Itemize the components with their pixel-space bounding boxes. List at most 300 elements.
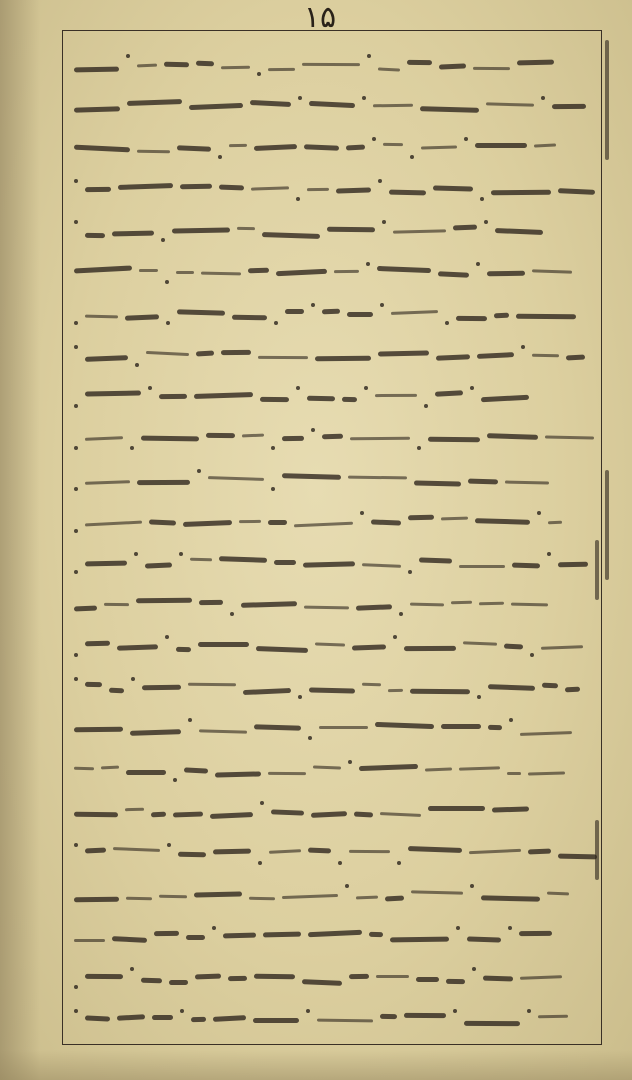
ink-word (347, 311, 373, 316)
ink-dot (393, 635, 397, 639)
ink-word (520, 975, 562, 980)
ink-word (85, 436, 123, 441)
manuscript-line (70, 44, 600, 86)
ink-word (213, 1015, 246, 1022)
ink-word (350, 437, 410, 440)
ink-word (459, 565, 505, 568)
ink-word (511, 603, 548, 607)
manuscript-line (70, 501, 600, 543)
ink-word (408, 846, 462, 853)
ink-word (186, 935, 205, 940)
ink-word (169, 979, 188, 984)
ink-word (74, 606, 97, 612)
ink-dot (311, 303, 315, 307)
ink-word (425, 768, 452, 772)
ink-dot (165, 635, 169, 639)
ink-word (541, 645, 583, 650)
ink-word (404, 1013, 446, 1018)
ink-word (127, 99, 182, 106)
ink-word (130, 729, 181, 736)
ink-word (198, 641, 249, 646)
manuscript-line (70, 376, 600, 418)
ink-word (85, 480, 130, 485)
ink-word (492, 806, 529, 812)
ink-word (263, 932, 301, 938)
ink-word (221, 65, 250, 68)
ink-dot (456, 926, 460, 930)
ink-dot (274, 321, 278, 325)
ink-word (308, 930, 362, 938)
ink-word (159, 894, 187, 898)
ink-word (254, 144, 297, 151)
ink-word (196, 60, 214, 66)
ink-word (438, 271, 469, 277)
page-number: ١۵ (303, 0, 337, 35)
ink-dot (148, 386, 152, 390)
ink-word (228, 975, 247, 980)
ink-dot (298, 695, 302, 699)
ink-word (178, 852, 206, 857)
ink-dot (298, 96, 302, 100)
manuscript-line (70, 916, 600, 958)
ink-word (159, 393, 187, 398)
ink-word (177, 145, 211, 151)
ink-word (475, 518, 530, 525)
ink-word (411, 890, 463, 894)
manuscript-line (70, 86, 600, 128)
ink-word (309, 101, 355, 108)
ink-word (362, 683, 381, 687)
ink-word (456, 315, 487, 320)
ink-word (369, 932, 383, 937)
ink-word (334, 270, 359, 273)
manuscript-line (70, 750, 600, 792)
ink-word (416, 976, 439, 981)
ink-word (151, 811, 166, 817)
ink-word (356, 604, 392, 610)
ink-word (271, 809, 304, 815)
ink-dot (212, 926, 216, 930)
ink-word (74, 106, 120, 112)
ink-word (464, 1021, 520, 1026)
ink-word (467, 936, 501, 942)
ink-word (125, 314, 159, 320)
ink-word (173, 811, 203, 817)
ink-dot (345, 884, 349, 888)
manuscript-line (70, 667, 600, 709)
ink-word (109, 688, 124, 694)
ink-word (407, 59, 432, 64)
ink-dot (472, 967, 476, 971)
ink-word (378, 350, 429, 356)
ink-dot (397, 861, 401, 865)
ink-word (520, 731, 572, 736)
manuscript-line (70, 418, 600, 460)
ink-word (327, 226, 375, 232)
manuscript-line (70, 169, 600, 211)
ink-word (201, 272, 241, 276)
right-margin-gloss (590, 540, 604, 600)
ink-word (208, 476, 264, 481)
ink-word (85, 232, 105, 237)
ink-word (303, 561, 355, 567)
ink-word (410, 689, 470, 695)
ink-dot (130, 446, 134, 450)
ink-dot (521, 345, 525, 349)
ink-dot (296, 386, 300, 390)
ink-word (477, 352, 514, 359)
ink-dot (360, 511, 364, 515)
manuscript-line (70, 335, 600, 377)
ink-dot (508, 926, 512, 930)
ink-word (459, 766, 500, 770)
ink-word (512, 562, 540, 568)
ink-word (250, 100, 291, 107)
ink-dot (308, 736, 312, 740)
ink-word (251, 186, 289, 190)
ink-word (206, 433, 235, 438)
manuscript-line (70, 293, 600, 335)
ink-word (104, 603, 129, 606)
ink-word (118, 183, 173, 190)
ink-word (441, 517, 468, 521)
ink-word (302, 62, 360, 65)
ink-word (547, 891, 569, 895)
ink-word (404, 645, 456, 650)
handwritten-text-block (70, 44, 600, 1044)
ink-word (376, 974, 409, 977)
ink-word (373, 104, 413, 108)
ink-word (74, 811, 118, 817)
ink-word (441, 723, 481, 728)
ink-word (488, 684, 535, 691)
ink-word (532, 354, 559, 358)
ink-word (304, 144, 339, 151)
ink-word (194, 392, 253, 399)
ink-word (439, 63, 466, 69)
ink-word (268, 772, 306, 775)
ink-word (268, 67, 295, 70)
ink-word (435, 390, 463, 396)
ink-dot (367, 54, 371, 58)
manuscript-line (70, 459, 600, 501)
manuscript-line (70, 833, 600, 875)
ink-word (190, 557, 212, 561)
ink-word (390, 937, 449, 943)
right-margin-gloss (590, 820, 604, 880)
ink-word (294, 522, 353, 528)
ink-word (85, 973, 123, 978)
ink-word (145, 562, 172, 568)
ink-word (258, 356, 308, 359)
ink-word (322, 434, 343, 440)
ink-dot (453, 1009, 457, 1013)
ink-word (516, 313, 576, 318)
manuscript-line (70, 999, 600, 1041)
ink-word (112, 230, 154, 236)
ink-word (393, 229, 446, 233)
ink-dot (484, 220, 488, 224)
ink-word (346, 144, 365, 150)
ink-word (85, 355, 128, 362)
ink-dot (372, 137, 376, 141)
ink-word (176, 271, 194, 274)
ink-word (154, 931, 179, 936)
ink-word (356, 895, 378, 899)
ink-word (463, 641, 497, 645)
ink-dot (408, 570, 412, 574)
ink-word (176, 646, 191, 651)
ink-dot (410, 155, 414, 159)
ink-word (487, 433, 538, 440)
ink-word (180, 184, 212, 190)
ink-word (74, 939, 105, 942)
manuscript-line (70, 708, 600, 750)
ink-word (260, 396, 289, 401)
ink-word (504, 643, 523, 649)
ink-word (177, 309, 225, 315)
ink-word (377, 266, 431, 273)
ink-word (285, 308, 304, 313)
ink-word (304, 606, 349, 610)
ink-word (191, 1017, 206, 1023)
ink-word (538, 1015, 568, 1019)
ink-dot (480, 197, 484, 201)
ink-word (254, 973, 295, 978)
ink-dot (165, 280, 169, 284)
ink-word (85, 560, 127, 566)
ink-dot (230, 612, 234, 616)
ink-word (375, 721, 434, 728)
ink-dot (74, 487, 78, 491)
ink-dot (338, 861, 342, 865)
ink-word (420, 106, 479, 113)
ink-word (487, 271, 525, 276)
ink-word (117, 1014, 145, 1020)
ink-word (112, 936, 147, 943)
ink-word (125, 807, 144, 810)
ink-dot (161, 238, 165, 242)
ink-word (566, 355, 585, 361)
ink-word (85, 1015, 110, 1021)
ink-word (486, 102, 534, 106)
ink-dot (476, 262, 480, 266)
ink-word (268, 520, 287, 525)
ink-word (528, 849, 551, 855)
ink-word (446, 978, 465, 983)
ink-word (241, 601, 297, 608)
ink-word (126, 896, 152, 899)
manuscript-line (70, 210, 600, 252)
ink-word (152, 1015, 173, 1020)
ink-word (74, 144, 130, 152)
ink-word (253, 1018, 299, 1023)
ink-word (317, 1019, 373, 1023)
ink-word (507, 772, 521, 775)
ink-word (517, 59, 554, 65)
ink-word (315, 356, 371, 361)
ink-dot (470, 884, 474, 888)
ink-word (189, 103, 243, 110)
ink-word (137, 63, 157, 67)
ink-word (469, 849, 521, 854)
ink-word (276, 269, 327, 276)
ink-word (380, 812, 421, 817)
ink-word (391, 310, 438, 315)
ink-word (481, 394, 529, 402)
ink-word (389, 190, 426, 196)
ink-word (117, 644, 158, 650)
ink-word (375, 393, 417, 396)
ink-word (282, 473, 341, 480)
ink-word (359, 764, 418, 771)
ink-dot (74, 179, 78, 183)
ink-word (137, 149, 170, 153)
ink-word (213, 849, 251, 855)
ink-word (481, 895, 540, 901)
ink-dot (74, 985, 78, 989)
ink-word (142, 685, 181, 691)
ink-dot (445, 321, 449, 325)
ink-dot (180, 1009, 184, 1013)
ink-dot (74, 653, 78, 657)
ink-word (126, 770, 166, 775)
ink-word (336, 187, 371, 193)
ink-word (505, 480, 549, 484)
ink-word (85, 640, 110, 646)
ink-dot (74, 1009, 78, 1013)
ink-word (141, 977, 162, 983)
ink-word (74, 767, 94, 771)
ink-word (495, 227, 543, 234)
ink-dot (382, 220, 386, 224)
ink-word (433, 185, 473, 191)
ink-word (349, 850, 390, 853)
ink-word (534, 143, 556, 147)
ink-word (101, 766, 119, 770)
ink-word (410, 603, 444, 607)
ink-dot (74, 570, 78, 574)
ink-word (552, 104, 586, 109)
ink-word (242, 434, 264, 438)
ink-word (428, 805, 485, 810)
ink-dot (271, 446, 275, 450)
page-edge-shadow (0, 0, 40, 1080)
ink-word (545, 435, 594, 439)
ink-word (385, 895, 404, 901)
ink-word (141, 436, 199, 442)
ink-dot (509, 718, 513, 722)
ink-word (139, 269, 158, 272)
ink-word (194, 891, 242, 897)
ink-word (468, 478, 498, 484)
ink-dot (527, 1009, 531, 1013)
ink-word (74, 66, 119, 72)
ink-word (215, 771, 261, 777)
ink-word (199, 729, 247, 733)
ink-word (195, 973, 221, 979)
ink-word (183, 520, 232, 527)
ink-word (378, 67, 400, 71)
ink-word (428, 437, 480, 443)
ink-dot (537, 511, 541, 515)
ink-dot (547, 552, 551, 556)
ink-dot (311, 428, 315, 432)
ink-word (483, 975, 513, 981)
manuscript-line (70, 791, 600, 833)
ink-word (221, 350, 251, 355)
ink-word (453, 224, 477, 230)
ink-dot (188, 718, 192, 722)
ink-word (352, 644, 386, 650)
ink-word (85, 187, 111, 192)
ink-word (451, 601, 472, 605)
ink-word (354, 811, 373, 817)
ink-word (528, 771, 565, 775)
ink-word (473, 66, 510, 69)
ink-dot (74, 446, 78, 450)
ink-dot (135, 363, 139, 367)
ink-word (113, 847, 160, 852)
ink-word (380, 1014, 397, 1019)
ink-word (309, 687, 355, 693)
ink-word (542, 683, 558, 689)
ink-word (239, 520, 261, 523)
ink-word (136, 598, 192, 603)
manuscript-line (70, 625, 600, 667)
ink-word (219, 184, 244, 190)
ink-dot (74, 404, 78, 408)
ink-dot (134, 552, 138, 556)
ink-word (421, 145, 457, 149)
ink-dot (378, 179, 382, 183)
ink-word (475, 143, 527, 148)
manuscript-line (70, 874, 600, 916)
ink-word (232, 314, 267, 320)
manuscript-line (70, 127, 600, 169)
ink-word (269, 849, 301, 854)
ink-word (488, 724, 502, 729)
right-margin-gloss (600, 40, 614, 160)
ink-word (199, 600, 223, 605)
ink-dot (74, 321, 78, 325)
ink-dot (74, 345, 78, 349)
page-bottom-shadow (0, 1050, 632, 1080)
ink-word (188, 683, 236, 686)
ink-word (558, 188, 595, 195)
ink-dot (399, 612, 403, 616)
ink-word (436, 354, 470, 360)
ink-dot (173, 778, 177, 782)
ink-dot (364, 386, 368, 390)
ink-word (388, 689, 403, 692)
ink-word (491, 190, 551, 195)
ink-word (172, 227, 230, 233)
ink-word (149, 519, 176, 525)
ink-dot (179, 552, 183, 556)
ink-word (349, 973, 369, 978)
ink-word (322, 308, 340, 314)
ink-word (307, 188, 329, 191)
ink-word (256, 646, 308, 653)
ink-dot (464, 137, 468, 141)
ink-word (479, 602, 504, 606)
manuscript-line (70, 957, 600, 999)
ink-word (85, 314, 118, 318)
ink-dot (541, 96, 545, 100)
ink-word (311, 811, 347, 818)
ink-dot (477, 695, 481, 699)
